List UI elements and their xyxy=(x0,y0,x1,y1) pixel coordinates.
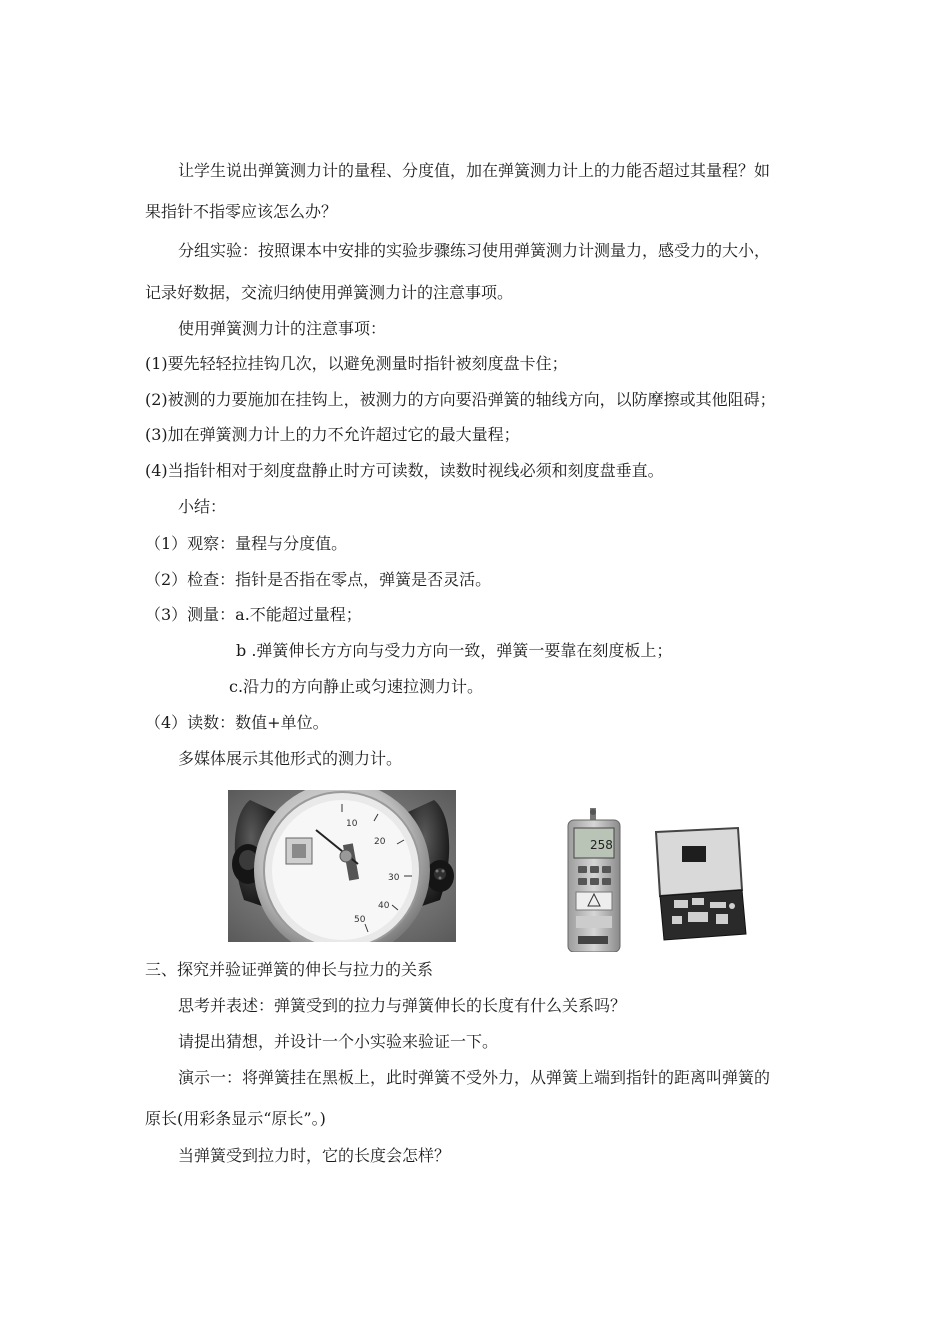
notes-title: 使用弹簧测力计的注意事项： xyxy=(178,319,387,338)
paragraph-question-cont: 果指针不指零应该怎么办？ xyxy=(145,202,338,221)
dial-tick-label: 10 xyxy=(346,819,358,829)
summary-title: 小结： xyxy=(178,497,227,516)
summary-item: （4）读数：数值+单位。 xyxy=(145,713,329,732)
digital-force-gauge-image xyxy=(562,808,748,952)
note-item: (3)加在弹簧测力计上的力不允许超过它的最大量程； xyxy=(145,425,520,444)
paragraph-cont: 原长(用彩条显示“原长”。) xyxy=(145,1109,326,1128)
dial-tick-label: 50 xyxy=(354,915,366,925)
paragraph: 思考并表述：弹簧受到的拉力与弹簧伸长的长度有什么关系吗？ xyxy=(178,996,627,1015)
paragraph-question: 让学生说出弹簧测力计的量程、分度值，加在弹簧测力计上的力能否超过其量程？如 xyxy=(178,161,771,180)
dial-tick-label: 40 xyxy=(378,901,390,911)
note-item: (1)要先轻轻拉挂钩几次，以避免测量时指针被刻度盘卡住； xyxy=(145,354,568,373)
dial-tick-label: 20 xyxy=(374,837,386,847)
dial-force-gauge-image xyxy=(228,790,456,942)
section-title: 三、探究并验证弹簧的伸长与拉力的关系 xyxy=(145,960,434,979)
digital-gauge-illustration xyxy=(562,808,748,952)
summary-subitem: c.沿力的方向静止或匀速拉测力计。 xyxy=(229,677,484,696)
digital-reading: 258 xyxy=(590,838,613,852)
multimedia-line: 多媒体展示其他形式的测力计。 xyxy=(178,749,403,768)
dial-gauge-illustration xyxy=(228,790,456,942)
paragraph: 请提出猜想，并设计一个小实验来验证一下。 xyxy=(178,1032,499,1051)
paragraph-group-experiment-cont: 记录好数据，交流归纳使用弹簧测力计的注意事项。 xyxy=(145,283,514,302)
paragraph: 演示一：将弹簧挂在黑板上，此时弹簧不受外力，从弹簧上端到指针的距离叫弹簧的 xyxy=(178,1068,771,1087)
summary-item: （2）检查：指针是否指在零点，弹簧是否灵活。 xyxy=(145,570,492,589)
paragraph-group-experiment: 分组实验：按照课本中安排的实验步骤练习使用弹簧测力计测量力，感受力的大小， xyxy=(178,241,771,260)
summary-item: （3）测量：a.不能超过量程； xyxy=(145,605,362,624)
paragraph: 当弹簧受到拉力时，它的长度会怎样？ xyxy=(178,1146,451,1165)
summary-subitem: b .弹簧伸长方方向与受力方向一致，弹簧一要靠在刻度板上； xyxy=(236,641,673,660)
summary-item: （1）观察：量程与分度值。 xyxy=(145,534,348,553)
note-item: (2)被测的力要施加在挂钩上，被测力的方向要沿弹簧的轴线方向，以防摩擦或其他阻碍； xyxy=(145,390,776,409)
dial-tick-label: 30 xyxy=(388,873,400,883)
note-item: (4)当指针相对于刻度盘静止时方可读数，读数时视线必须和刻度盘垂直。 xyxy=(145,461,664,480)
